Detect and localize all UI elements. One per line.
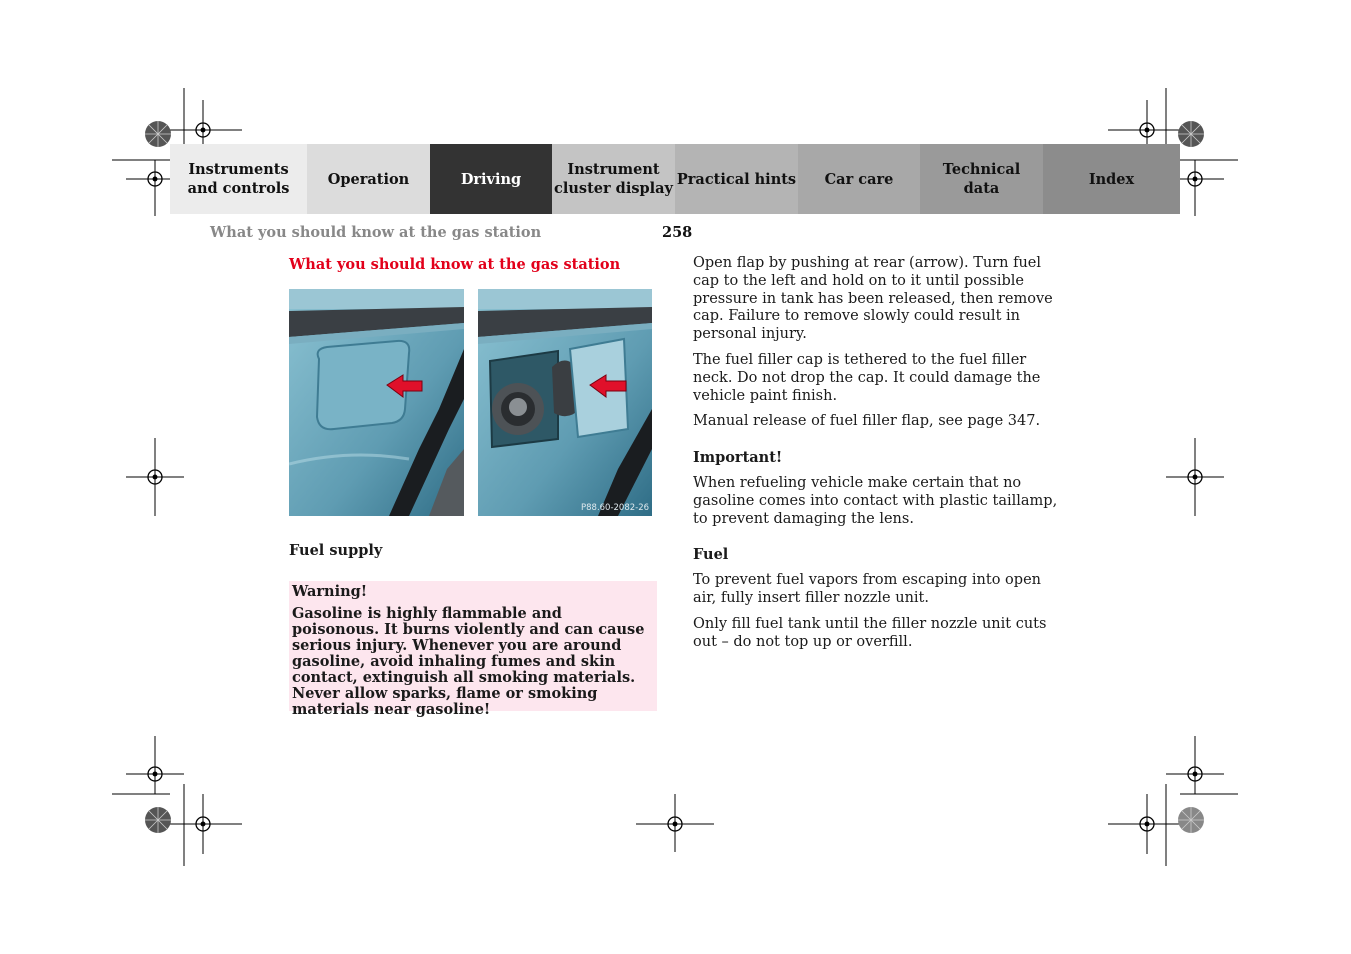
tab-practical-hints[interactable]: Practical hints — [675, 144, 798, 214]
tab-instruments-and-controls[interactable]: Instruments and controls — [170, 144, 307, 214]
warning-text: Gasoline is highly flammable and poisonous. It burns violently and can cause serious injury. Whenever you are around gasoline, avoid inhaling fumes and skin contact, extinguish all smoking materials. Never allow sparks, flame or smoking materials near gasoline! — [292, 605, 645, 718]
paragraph-manual-release: Manual release of fuel filler flap, see page 347. — [693, 413, 1041, 430]
page-number: 258 — [662, 224, 693, 241]
tab-driving[interactable]: Driving — [430, 144, 552, 214]
tab-car-care[interactable]: Car care — [798, 144, 920, 214]
paragraph-fill-limit: Only fill fuel tank until the filler nozzle unit cuts out – do not top up or overfill. — [693, 615, 1047, 650]
running-head: What you should know at the gas station — [210, 224, 542, 241]
paragraph-fuel-vapors: To prevent fuel vapors from escaping into open air, fully insert filler nozzle unit. — [693, 572, 1041, 606]
photo-reference-code: P88.60-2082-26 — [581, 503, 650, 513]
important-heading: Important! — [693, 449, 783, 467]
warning-title: Warning! — [292, 583, 368, 600]
warning-box — [289, 581, 657, 718]
paragraph-open-flap: Open flap by pushing at rear (arrow). Turn fuel cap to the left and hold on to it until possible pressure in tank has been released, then remove cap. Failure to remove slowly could result in personal injury. — [693, 255, 1053, 343]
right-column — [693, 255, 1063, 659]
tab-technical-data[interactable]: Technical data — [920, 144, 1043, 214]
chapter-tab-bar — [170, 144, 1180, 214]
tab-operation[interactable]: Operation — [307, 144, 430, 214]
fuel-heading: Fuel — [693, 546, 729, 564]
fuel-flap-open-illustration — [478, 289, 652, 516]
section-title: What you should know at the gas station — [289, 256, 621, 273]
paragraph-filler-cap: The fuel filler cap is tethered to the fuel filler neck. Do not drop the cap. It could damage the vehicle paint finish. — [693, 351, 1041, 404]
tab-index[interactable]: Index — [1043, 144, 1180, 214]
fuel-flap-closed-illustration — [289, 289, 464, 516]
tab-instrument-cluster-display[interactable]: Instrument cluster display — [552, 144, 675, 214]
paragraph-important: When refueling vehicle make certain that no gasoline comes into contact with plastic taillamp, to prevent damaging the lens. — [693, 474, 1058, 527]
fuel-supply-heading: Fuel supply — [289, 542, 383, 559]
